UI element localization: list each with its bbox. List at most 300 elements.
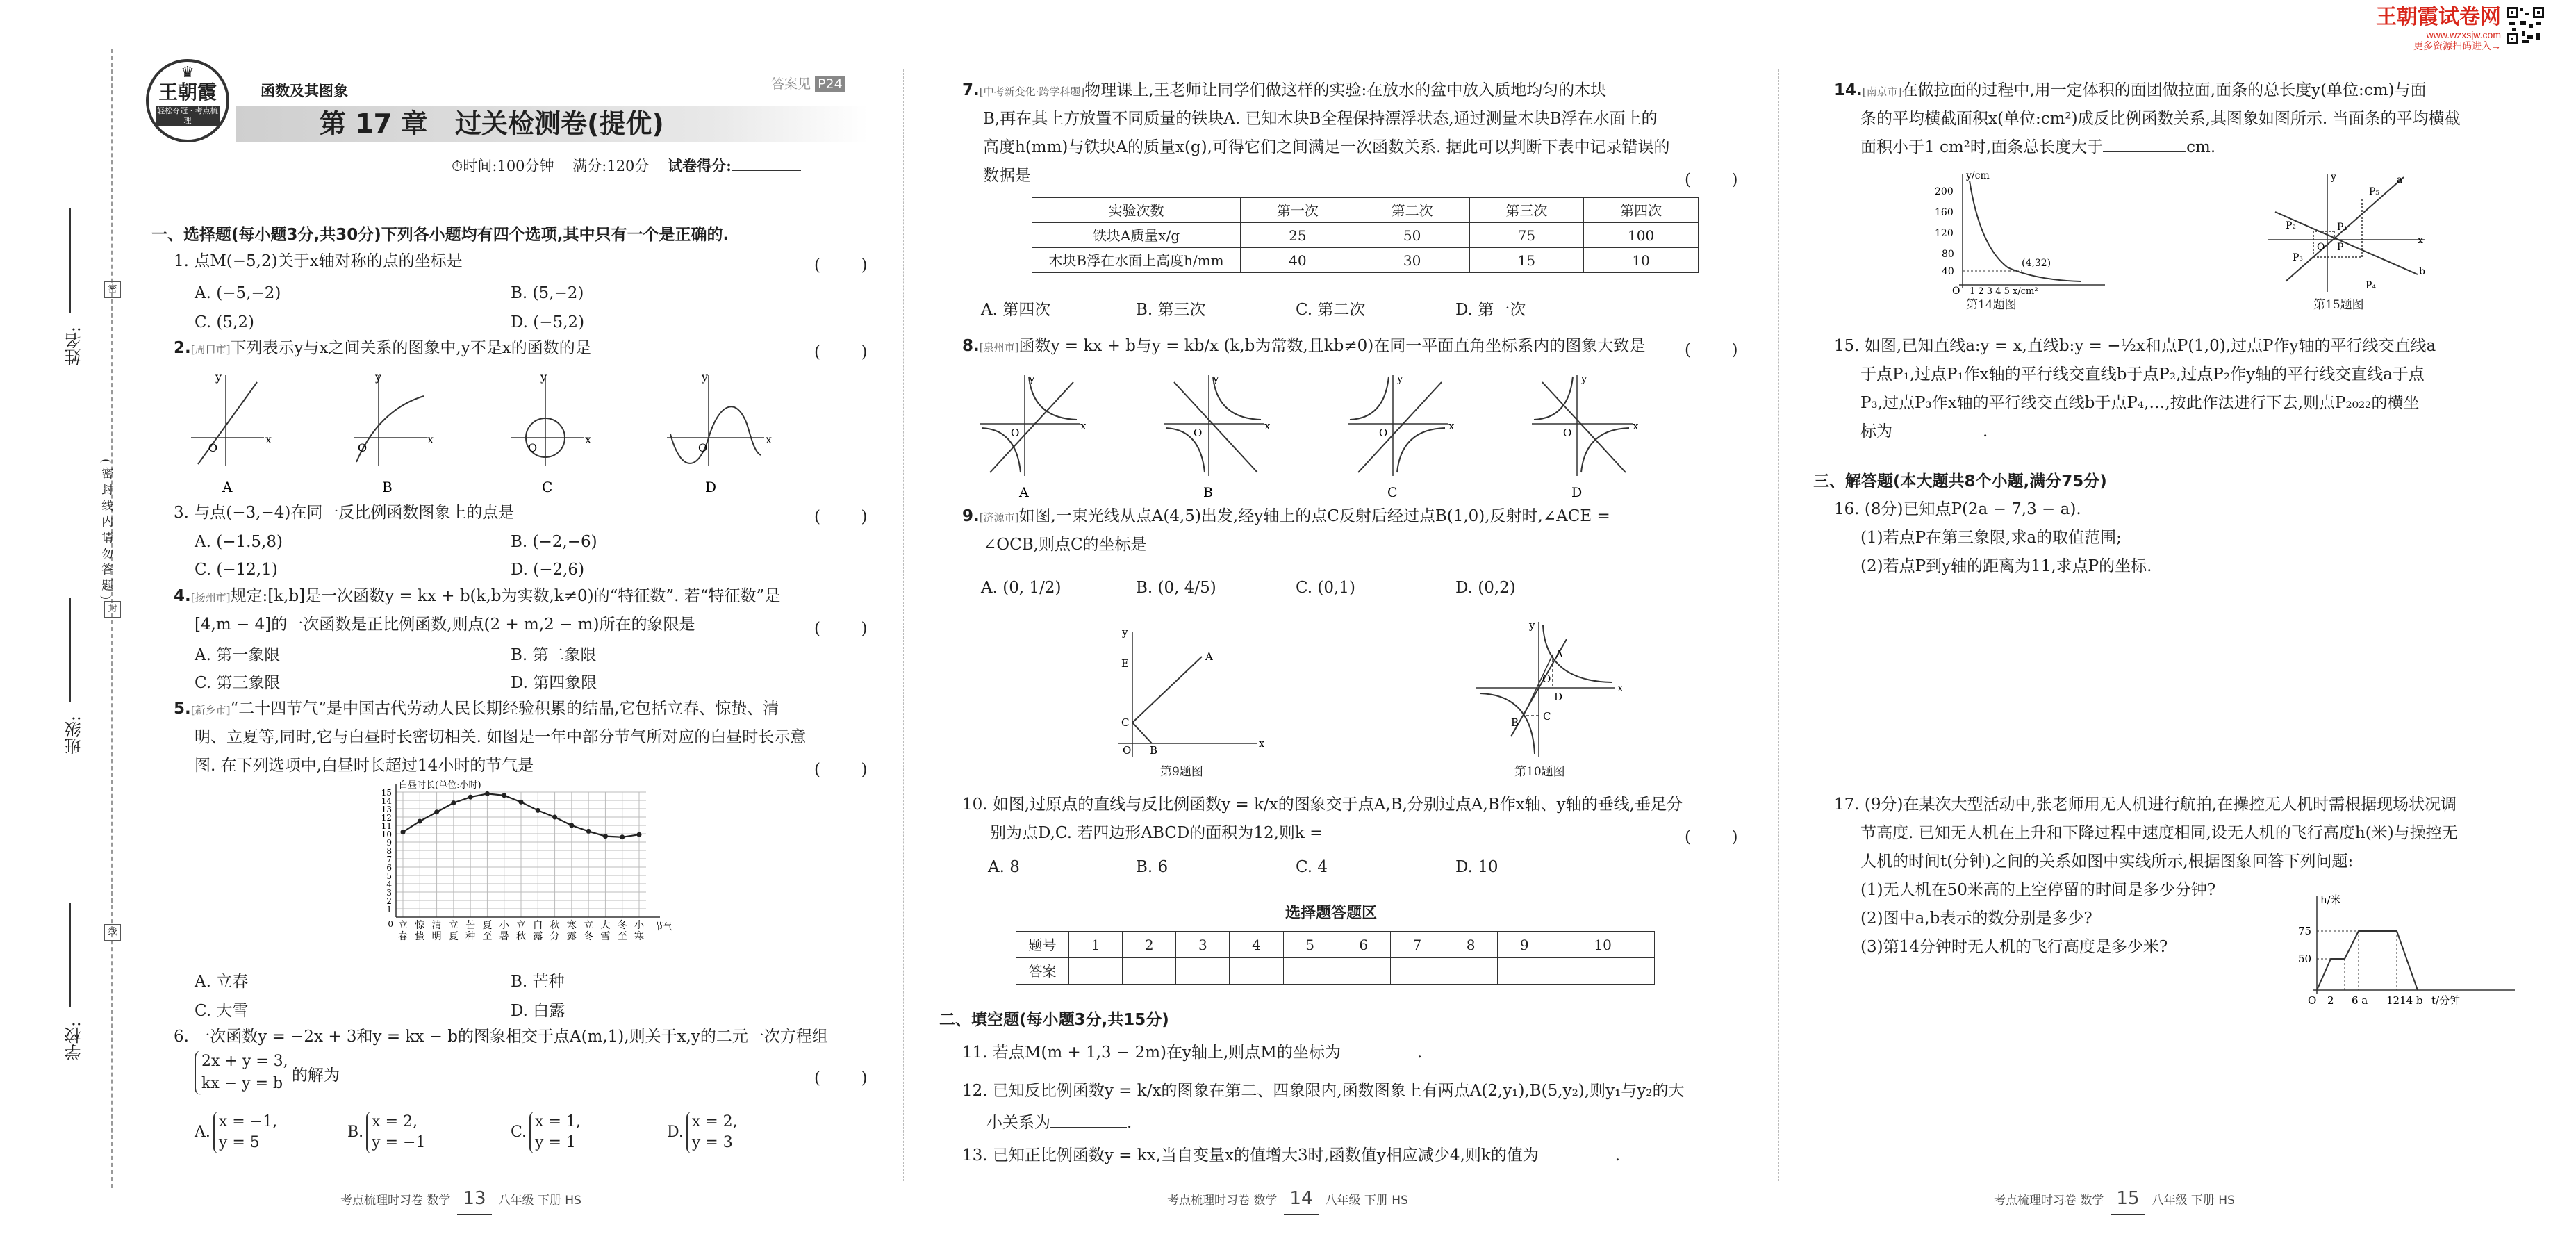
q5-option-a[interactable]: A. 立春 bbox=[195, 973, 249, 991]
table-cell: 第一次 bbox=[1241, 198, 1355, 223]
name-label-text: 姓名: bbox=[65, 327, 84, 366]
logo-crown-icon: ♛ bbox=[181, 64, 195, 81]
logo-sub2: 考点梳理 bbox=[183, 106, 218, 125]
q6-eq2: kx − y = b bbox=[201, 1075, 283, 1092]
q6-system bbox=[195, 1051, 288, 1095]
q8-tag: [泉州市] bbox=[979, 341, 1019, 354]
q4-option-b[interactable]: B. 第二象限 bbox=[511, 646, 597, 664]
q1-text: 1. 点M(−5,2)关于x轴对称的点的坐标是 bbox=[174, 252, 463, 270]
fig10-point-c: C bbox=[1543, 710, 1551, 723]
chart-x-tick: 小暑 bbox=[499, 920, 509, 942]
q5-text1: “二十四节气”是中国古代劳动人民长期经验积累的结晶,它包括立春、惊蛰、清 bbox=[230, 700, 779, 718]
fig17-xtick: 6 a bbox=[2352, 994, 2368, 1007]
q10: 10. 如图,过原点的直线与反比例函数y = k/x的图象交于点A,B,分别过点A,B作x轴、y轴的垂线,垂足分 bbox=[962, 796, 1683, 814]
table-cell: 1 bbox=[1069, 932, 1123, 958]
q11-end: . bbox=[1417, 1044, 1423, 1062]
q4-text1: 规定:[k,b]是一次函数y = kx + b(k,b为实数,k≠0)的“特征数”. 若“特征数”是 bbox=[230, 587, 781, 605]
fig10-origin: O bbox=[1542, 673, 1551, 685]
table-cell: 15 bbox=[1469, 248, 1584, 273]
q13-text: 13. 已知正比例函数y = kx,当自变量x的值增大3时,函数值y相应减少4,则k的值为 bbox=[962, 1146, 1539, 1164]
q6-option-a[interactable]: A. x = −1, y = 5 bbox=[195, 1112, 277, 1153]
q7-option-a[interactable]: A. 第四次 bbox=[981, 301, 1051, 319]
chart-point bbox=[451, 800, 456, 805]
logo-text: 王朝霞 bbox=[158, 81, 217, 104]
footer-page-14 bbox=[1167, 1185, 1408, 1215]
q4-option-c[interactable]: C. 第三象限 bbox=[195, 674, 281, 692]
q14-figure bbox=[1931, 170, 2112, 295]
q8-label-d: D bbox=[1571, 485, 1583, 500]
answer-cell[interactable] bbox=[1390, 958, 1444, 985]
q2-label-c: C bbox=[542, 479, 553, 495]
answer-cell[interactable] bbox=[1337, 958, 1390, 985]
table-cell: 9 bbox=[1498, 932, 1551, 958]
answer-cell[interactable] bbox=[1123, 958, 1176, 985]
q5-option-b[interactable]: B. 芒种 bbox=[511, 973, 565, 991]
table-cell: 木块B浮在水面上高度h/mm bbox=[1032, 248, 1241, 273]
q16: 16. (8分)已知点P(2a − 7,3 − a). bbox=[1834, 500, 2081, 518]
q14-text1: 在做拉面的过程中,用一定体积的面团做拉面,面条的总长度y(单位:cm)与面 bbox=[1901, 81, 2427, 99]
chart-y-tick: 13 bbox=[381, 805, 392, 814]
chart-y-tick: 0 bbox=[388, 919, 393, 929]
fig15-line-a: a bbox=[2397, 174, 2403, 186]
school-field[interactable] bbox=[69, 903, 71, 1007]
chart-y-tick: 11 bbox=[381, 821, 392, 831]
q8-origin: O bbox=[1011, 427, 1020, 439]
q2-axis-x: x bbox=[585, 433, 592, 446]
q12: 12. 已知反比例函数y = k/x的图象在第二、四象限内,函数图象上有两点A(2,y₁),B(5,y₂),则y₁与y₂的大 bbox=[962, 1082, 1685, 1100]
q9-option-a[interactable]: A. (0, 1/2) bbox=[981, 579, 1062, 597]
q6-a1: x = −1, bbox=[218, 1113, 278, 1130]
q9-tag: [济源市] bbox=[979, 511, 1019, 524]
chart-x-tick: 立秋 bbox=[516, 920, 526, 942]
school-label-text: 学校: bbox=[65, 1021, 84, 1061]
chart-point bbox=[468, 795, 473, 800]
q8 bbox=[962, 332, 1645, 362]
chart-point bbox=[418, 819, 422, 824]
fig14-tick: 80 bbox=[1942, 249, 1954, 260]
chart-y-tick: 8 bbox=[386, 846, 392, 856]
q7-line4: 数据是 bbox=[983, 167, 1031, 185]
table-cell: 第三次 bbox=[1469, 198, 1584, 223]
q10-option-d[interactable]: D. 10 bbox=[1455, 858, 1498, 876]
q7 bbox=[962, 76, 1606, 106]
chart-y-tick: 10 bbox=[381, 830, 392, 839]
q2-text: 下列表示y与x之间关系的图象中,y不是x的函数的是 bbox=[230, 339, 591, 357]
chart-x-tick: 立春 bbox=[398, 920, 408, 942]
section-2-heading: 二、填空题(每小题3分,共15分) bbox=[939, 1011, 1169, 1029]
q1-option-d[interactable]: D. (−5,2) bbox=[511, 313, 585, 331]
fig14-origin: O bbox=[1952, 286, 1960, 295]
section-1-heading: 一、选择题(每小题3分,共30分)下列各小题均有四个选项,其中只有一个是正确的. bbox=[151, 226, 729, 244]
q12-line2 bbox=[986, 1109, 1132, 1137]
answer-ref bbox=[771, 74, 845, 94]
q16-part2: (2)若点P到y轴的距离为11,求点P的坐标. bbox=[1860, 557, 2152, 575]
q17-line2: 节高度. 已知无人机在上升和下降过程中速度相同,设无人机的飞行高度h(米)与操控无 bbox=[1860, 824, 2458, 842]
chart-point bbox=[536, 808, 540, 813]
q1-answer-paren[interactable]: ( ) bbox=[814, 256, 868, 274]
seal-mark: 密 bbox=[104, 281, 121, 298]
section-3-heading: 三、解答题(本大题共8个小题,满分75分) bbox=[1813, 472, 2107, 491]
q2-axis-y: y bbox=[540, 370, 547, 384]
fig15-p: P bbox=[2337, 242, 2344, 253]
answer-cell[interactable] bbox=[1551, 958, 1655, 985]
fig10-axis-y: y bbox=[1529, 619, 1535, 632]
fig9-caption: 第9题图 bbox=[1160, 765, 1203, 779]
q1-option-b[interactable]: B. (5,−2) bbox=[511, 284, 584, 302]
q5-answer-paren[interactable]: ( ) bbox=[814, 761, 868, 779]
q5 bbox=[174, 695, 779, 725]
q2-axis-y: y bbox=[702, 370, 709, 384]
table-cell: 100 bbox=[1584, 223, 1699, 248]
q10-option-a[interactable]: A. 8 bbox=[988, 858, 1020, 876]
q14-blank[interactable] bbox=[2103, 151, 2186, 152]
chart-x-tick: 秋分 bbox=[550, 920, 560, 942]
name-field[interactable] bbox=[69, 208, 71, 313]
page-number: 14 bbox=[1284, 1185, 1318, 1215]
q12-text2: 小关系为 bbox=[986, 1114, 1050, 1132]
fig9-axis-y: y bbox=[1122, 626, 1128, 639]
answer-ref-page: P24 bbox=[815, 76, 845, 92]
q6-answer-paren[interactable]: ( ) bbox=[814, 1069, 868, 1087]
q15: 15. 如图,已知直线a:y = x,直线b:y = −½x和点P(1,0),过点P作y轴的平行线交直线a bbox=[1834, 337, 2436, 355]
footer-right: 八年级 下册 HS bbox=[1325, 1194, 1408, 1208]
q8-axis-y: y bbox=[1213, 372, 1219, 385]
q9-option-c[interactable]: C. (0,1) bbox=[1296, 579, 1355, 597]
q7-option-d[interactable]: D. 第一次 bbox=[1455, 301, 1526, 319]
fig9-axis-x: x bbox=[1259, 737, 1264, 750]
fig9-point-c: C bbox=[1121, 716, 1130, 729]
q7-line2: B,再在其上方放置不同质量的铁块A. 已知木块B全程保持漂浮状态,通过测量木块B浮在水面上的 bbox=[983, 110, 1658, 128]
fig17-origin: O bbox=[2308, 994, 2317, 1007]
daylight-chart bbox=[368, 778, 702, 966]
fig14-tick: 200 bbox=[1935, 186, 1954, 197]
q14-line3 bbox=[1860, 133, 2215, 162]
q14-text3: 面积小于1 cm²时,面条总长度大于 bbox=[1860, 138, 2104, 156]
answer-cell[interactable] bbox=[1498, 958, 1551, 985]
q15-text4: 标为 bbox=[1860, 422, 1892, 441]
brand-url: www.wzxsjw.com bbox=[2426, 29, 2501, 40]
fig14-tick: 160 bbox=[1935, 207, 1954, 218]
binding-margin bbox=[111, 49, 114, 1188]
q2-graphs bbox=[188, 368, 813, 500]
q5-option-d[interactable]: D. 白露 bbox=[511, 1002, 565, 1020]
chart-point bbox=[569, 823, 574, 828]
q6-eq1: 2x + y = 3, bbox=[201, 1053, 288, 1070]
fig14-axis-y: y/cm bbox=[1966, 170, 1990, 181]
chart-x-tick: 惊蛰 bbox=[415, 920, 425, 942]
q2-label-a: A bbox=[222, 479, 233, 495]
q17: 17. (9分)在某次大型活动中,张老师用无人机进行航拍,在操控无人机时需根据现场状况调 bbox=[1834, 796, 2457, 814]
q6-d1: x = 2, bbox=[691, 1113, 738, 1130]
q15-end: . bbox=[1983, 422, 1988, 441]
q4-option-d[interactable]: D. 第四象限 bbox=[511, 674, 597, 692]
q17-line3: 人机的时间t(分钟)之间的关系如图中实线所示,根据图象回答下列问题: bbox=[1860, 853, 2354, 871]
logo bbox=[146, 59, 229, 142]
q8-label-c: C bbox=[1387, 485, 1398, 500]
q7-number: 7. bbox=[962, 81, 980, 99]
q1 bbox=[174, 247, 463, 276]
q3-option-b[interactable]: B. (−2,−6) bbox=[511, 533, 597, 551]
table-cell: 实验次数 bbox=[1032, 198, 1241, 223]
table-cell: 第四次 bbox=[1584, 198, 1699, 223]
chart-x-tick: 冬至 bbox=[617, 920, 627, 942]
chart-point bbox=[485, 791, 490, 796]
q7-line3: 高度h(mm)与铁块A的质量x(g),可得它们之间满足一次函数关系. 据此可以判断下表中记录错误的 bbox=[983, 138, 1670, 156]
chart-y-tick: 12 bbox=[381, 813, 392, 823]
q2-answer-paren[interactable]: ( ) bbox=[814, 343, 868, 361]
chart-point bbox=[586, 829, 591, 834]
q14-tag: [南京市] bbox=[1862, 85, 1902, 98]
q7-table bbox=[1032, 197, 1699, 273]
q2-graph-a[interactable] bbox=[191, 375, 264, 466]
qr-code-icon[interactable] bbox=[2505, 6, 2545, 46]
chart-y-tick: 4 bbox=[386, 880, 392, 889]
q9-option-d[interactable]: D. (0,2) bbox=[1455, 579, 1516, 597]
q17-part1: (1)无人机在50米高的上空停留的时间是多少分钟? bbox=[1860, 881, 2216, 899]
fig15-p3: P₃ bbox=[2293, 252, 2304, 263]
q2-graph-d[interactable] bbox=[667, 375, 764, 466]
q8-graph-a[interactable] bbox=[980, 375, 1080, 476]
q2-graph-c[interactable] bbox=[511, 375, 584, 466]
q6-a2: y = 5 bbox=[218, 1134, 260, 1151]
logo-sub1: 轻松夺冠 bbox=[157, 106, 188, 115]
q10-option-b[interactable]: B. 6 bbox=[1136, 858, 1169, 876]
chart-y-tick: 2 bbox=[386, 896, 392, 906]
q8-text: 函数y = kx + b与y = kb/x (k,b为常数,且kb≠0)在同一平面直角坐标系内的图象大致是 bbox=[1018, 337, 1646, 355]
q4-answer-paren[interactable]: ( ) bbox=[814, 620, 868, 638]
q2-origin: O bbox=[698, 441, 708, 454]
q3 bbox=[174, 499, 514, 527]
q6-b2: y = −1 bbox=[372, 1134, 426, 1151]
q8-graphs bbox=[976, 368, 1671, 504]
q5-option-c[interactable]: C. 大雪 bbox=[195, 1002, 249, 1020]
fig17-tick: 75 bbox=[2298, 925, 2312, 937]
table-row bbox=[1016, 932, 1655, 958]
fig14-tick: 120 bbox=[1935, 228, 1954, 239]
chart-point bbox=[434, 809, 439, 814]
q2-axis-y: y bbox=[215, 370, 222, 384]
q8-origin: O bbox=[1563, 427, 1572, 439]
fig10-point-d: D bbox=[1554, 691, 1563, 703]
table-cell: 7 bbox=[1390, 932, 1444, 958]
q10-option-c[interactable]: C. 4 bbox=[1296, 858, 1328, 876]
table-cell: 75 bbox=[1469, 223, 1584, 248]
answer-cell[interactable] bbox=[1283, 958, 1337, 985]
answer-cell[interactable] bbox=[1069, 958, 1123, 985]
q9-line2: ∠OCB,则点C的坐标是 bbox=[983, 536, 1147, 554]
clock-icon: ⏱ bbox=[452, 158, 463, 174]
class-label bbox=[61, 716, 88, 755]
q2 bbox=[174, 334, 591, 364]
answer-cell[interactable] bbox=[1230, 958, 1283, 985]
q3-answer-paren[interactable]: ( ) bbox=[814, 508, 868, 526]
fig17-tick: 50 bbox=[2298, 953, 2312, 965]
table-cell: 40 bbox=[1241, 248, 1355, 273]
chart-x-tick: 夏至 bbox=[482, 920, 493, 942]
table-cell: 50 bbox=[1355, 223, 1469, 248]
chart-point bbox=[637, 832, 642, 837]
footer-right: 八年级 下册 HS bbox=[498, 1194, 581, 1208]
logo-sub: 轻松夺冠 · 考点梳理 bbox=[156, 106, 220, 126]
class-field[interactable] bbox=[69, 598, 71, 702]
q4-tag: [扬州市] bbox=[190, 591, 231, 604]
q7-answer-paren[interactable]: ( ) bbox=[1685, 171, 1738, 189]
q4-line2: [4,m − 4]的一次函数是正比例函数,则点(2 + m,2 − m)所在的象限是 bbox=[195, 616, 695, 634]
fig17-axis-t: t/分钟 bbox=[2431, 994, 2461, 1007]
table-cell: 第二次 bbox=[1355, 198, 1469, 223]
answer-grid-title: 选择题答题区 bbox=[1285, 905, 1378, 922]
chart-x-tick: 立夏 bbox=[448, 920, 459, 942]
q17-part2: (2)图中a,b表示的数分别是多少? bbox=[1860, 909, 2092, 928]
fig10-point-a: A bbox=[1555, 648, 1563, 660]
seal-notice-text: (密封线内请勿答题) bbox=[99, 459, 113, 604]
q3-text: 3. 与点(−3,−4)在同一反比例函数图象上的点是 bbox=[174, 504, 515, 522]
q9-figure bbox=[1105, 625, 1264, 764]
fig15-p2: P₂ bbox=[2286, 220, 2297, 231]
q1-option-a[interactable]: A. (−5,−2) bbox=[195, 284, 281, 302]
brand bbox=[2362, 6, 2501, 51]
chapter-name: 过关检测卷(提优) bbox=[455, 108, 664, 139]
chart-y-tick: 15 bbox=[381, 788, 392, 798]
chart-x-tick: 芒种 bbox=[465, 920, 476, 942]
footer-left: 考点梳理时习卷 数学 bbox=[340, 1194, 451, 1208]
q9-option-b[interactable]: B. (0, 4/5) bbox=[1136, 579, 1216, 597]
chapter-number: 第 17 章 bbox=[320, 108, 428, 139]
table-cell: 铁块A质量x/g bbox=[1032, 223, 1241, 248]
chart-y-tick: 6 bbox=[386, 863, 392, 873]
brand-more: 更多资源扫码进入→ bbox=[2413, 40, 2501, 51]
table-cell: 25 bbox=[1241, 223, 1355, 248]
q12-blank[interactable] bbox=[1050, 1127, 1127, 1128]
q8-origin: O bbox=[1379, 427, 1388, 439]
q7-option-b[interactable]: B. 第三次 bbox=[1136, 301, 1206, 319]
q12-end: . bbox=[1127, 1114, 1132, 1132]
table-cell: 10 bbox=[1584, 248, 1699, 273]
q2-axis-x: x bbox=[265, 433, 272, 446]
seal-mark: 封 bbox=[104, 601, 121, 618]
answer-ref-text: 答案见 bbox=[771, 76, 811, 92]
table-cell: 8 bbox=[1444, 932, 1497, 958]
q9 bbox=[962, 502, 1610, 532]
footer-left: 考点梳理时习卷 数学 bbox=[1167, 1194, 1278, 1208]
answer-cell[interactable] bbox=[1444, 958, 1497, 985]
q6-c1: x = 1, bbox=[535, 1113, 581, 1130]
page-divider bbox=[1778, 69, 1780, 1181]
fig15-origin: O bbox=[2317, 242, 2325, 253]
q10-answer-paren[interactable]: ( ) bbox=[1685, 828, 1738, 846]
q10-figure bbox=[1476, 618, 1629, 764]
q14-line2: 条的平均横截面积x(单位:cm²)成反比例函数关系,其图象如图所示. 当面条的平均横截 bbox=[1860, 110, 2461, 128]
q8-graph-c[interactable] bbox=[1348, 375, 1448, 476]
q3-option-d[interactable]: D. (−2,6) bbox=[511, 561, 585, 579]
table-cell: 3 bbox=[1176, 932, 1230, 958]
chart-x-tick: 立冬 bbox=[584, 920, 594, 942]
table-row bbox=[1032, 223, 1699, 248]
table-cell: 10 bbox=[1551, 932, 1655, 958]
q3-option-c[interactable]: C. (−12,1) bbox=[195, 561, 278, 579]
q17-figure bbox=[2293, 893, 2522, 1011]
footer-page-15 bbox=[1994, 1185, 2235, 1215]
q6-d2: y = 3 bbox=[691, 1134, 733, 1151]
seal-notice bbox=[96, 459, 115, 604]
chart-x-tick: 白露 bbox=[533, 920, 543, 942]
q2-axis-x: x bbox=[766, 433, 773, 446]
q5-line2: 明、立夏等,同时,它与白昼时长密切相关. 如图是一年中部分节气所对应的白昼时长示意 bbox=[195, 728, 807, 746]
q2-number: 2. bbox=[174, 339, 191, 357]
q2-axis-y: y bbox=[375, 370, 382, 384]
q16-answer-area[interactable] bbox=[1834, 584, 2515, 778]
chart-point bbox=[519, 800, 524, 805]
q8-axis-x: x bbox=[1448, 420, 1455, 432]
q6-option-c[interactable]: C. x = 1, y = 1 bbox=[511, 1112, 581, 1153]
school-label bbox=[61, 1021, 88, 1060]
chart-y-tick: 1 bbox=[386, 905, 392, 914]
fig9-point-e: E bbox=[1121, 657, 1129, 670]
score-field[interactable] bbox=[732, 170, 801, 171]
answer-cell[interactable] bbox=[1176, 958, 1230, 985]
table-cell: 4 bbox=[1230, 932, 1283, 958]
fig14-xtick: 1 2 3 4 5 x/cm² bbox=[1970, 286, 2038, 295]
fig15-p1: P₁ bbox=[2337, 222, 2348, 233]
q13-end: . bbox=[1615, 1146, 1621, 1164]
q8-axis-y: y bbox=[1581, 372, 1587, 385]
q7-option-c[interactable]: C. 第二次 bbox=[1296, 301, 1366, 319]
fig10-caption: 第10题图 bbox=[1514, 765, 1565, 779]
table-cell: 题号 bbox=[1016, 932, 1069, 958]
fig15-axis-y: y bbox=[2331, 172, 2336, 183]
q6-option-d[interactable]: D. x = 2, y = 3 bbox=[667, 1112, 738, 1153]
fig14-caption: 第14题图 bbox=[1966, 298, 2017, 312]
q2-label-d: D bbox=[705, 479, 717, 495]
q10-line2: 别为点D,C. 若四边形ABCD的面积为12,则k = bbox=[990, 824, 1323, 842]
table-cell: 2 bbox=[1123, 932, 1176, 958]
q8-axis-x: x bbox=[1264, 420, 1271, 432]
page-number: 13 bbox=[457, 1185, 491, 1215]
chart-point bbox=[401, 830, 406, 834]
q8-answer-paren[interactable]: ( ) bbox=[1685, 341, 1738, 359]
fig15-axis-x: x bbox=[2418, 235, 2423, 246]
class-label-text: 班级: bbox=[65, 716, 84, 755]
q1-option-c[interactable]: C. (5,2) bbox=[195, 313, 254, 331]
q14-end: cm. bbox=[2186, 138, 2216, 156]
q8-graph-b[interactable] bbox=[1164, 375, 1264, 476]
q15-figure bbox=[2265, 170, 2431, 295]
chart-title: 白昼时长(单位:小时) bbox=[399, 780, 481, 791]
fig15-p4: P₄ bbox=[2366, 280, 2377, 291]
chart-y-tick: 14 bbox=[381, 796, 392, 806]
table-row bbox=[1016, 958, 1655, 985]
q8-graph-d[interactable] bbox=[1532, 375, 1633, 476]
q4 bbox=[174, 582, 780, 612]
q3-option-a[interactable]: A. (−1.5,8) bbox=[195, 533, 283, 551]
chart-point bbox=[620, 834, 625, 839]
fig10-point-b: B bbox=[1511, 716, 1519, 729]
page-divider bbox=[903, 69, 905, 1181]
q9-text1: 如图,一束光线从点A(4,5)出发,经y轴上的点C反射后经过点B(1,0),反射时,∠ACE = bbox=[1018, 507, 1610, 525]
q7-text1: 物理课上,王老师让同学们做这样的实验:在放水的盆中放入质地均匀的木块 bbox=[1084, 81, 1607, 99]
q6-tail: 的解为 bbox=[292, 1067, 340, 1085]
q4-option-a[interactable]: A. 第一象限 bbox=[195, 646, 281, 664]
fig17-xtick: 1214 b bbox=[2386, 994, 2423, 1007]
q2-origin: O bbox=[528, 441, 538, 454]
q6-b1: x = 2, bbox=[372, 1113, 418, 1130]
fig9-origin: O bbox=[1123, 744, 1132, 757]
score-label: 试卷得分: bbox=[668, 157, 732, 174]
q6-option-b[interactable]: B. x = 2, y = −1 bbox=[347, 1112, 425, 1153]
q8-label-a: A bbox=[1019, 485, 1029, 500]
q14 bbox=[1834, 76, 2426, 106]
seal-mark: 线 bbox=[104, 924, 121, 941]
